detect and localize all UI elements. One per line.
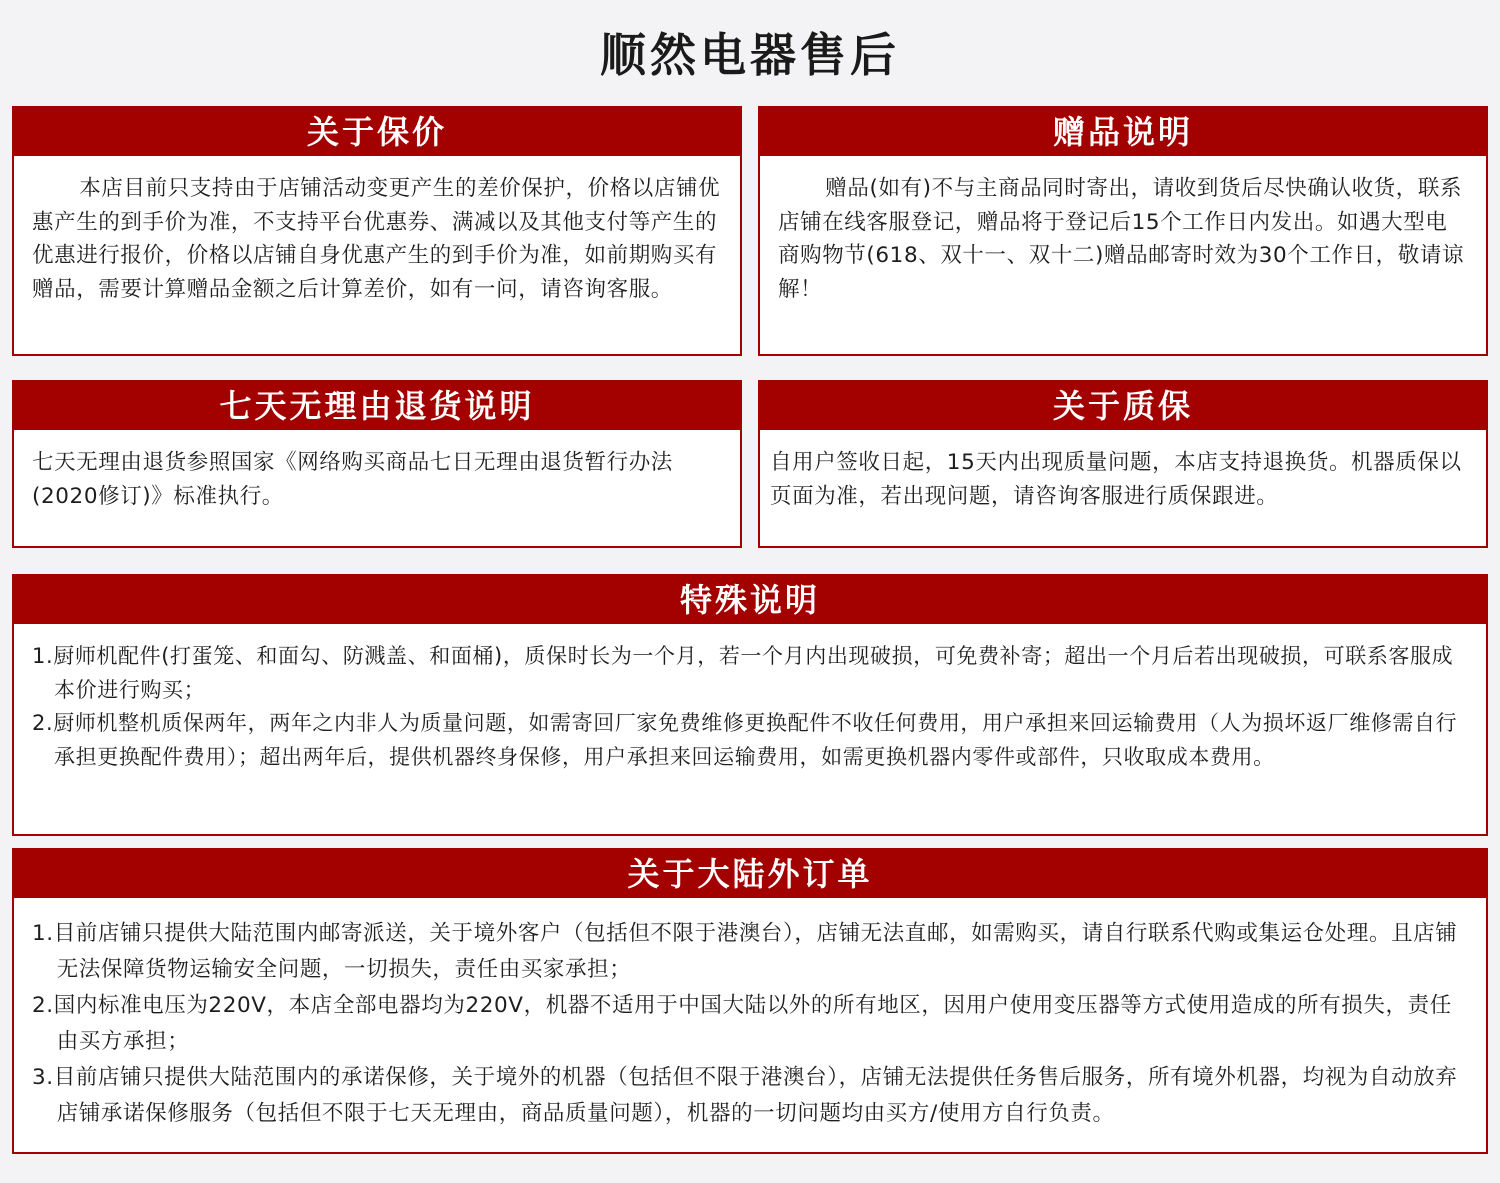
overseas-orders-panel xyxy=(12,848,1488,1154)
warranty-heading: 关于质保 xyxy=(760,382,1486,430)
seven-day-return-body xyxy=(14,430,740,513)
price-protection-panel xyxy=(12,106,742,356)
overseas-orders-item: 1.目前店铺只提供大陆范围内邮寄派送，关于境外客户（包括但不限于港澳台），店铺无法直邮，如需购买，请自行联系代购或集运仓处理。且店铺无法保障货物运输安全问题，一切损失，责任由买家承担； xyxy=(32,921,1458,982)
special-notes-body xyxy=(14,624,1486,774)
price-protection-heading: 关于保价 xyxy=(14,108,740,156)
overseas-orders-item: 3.目前店铺只提供大陆范围内的承诺保修，关于境外的机器（包括但不限于港澳台），店铺无法提供任务售后服务，所有境外机器，均视为自动放弃店铺承诺保修服务（包括但不限于七天无理由，商品质量问题），机器的一切问题均由买方/使用方自行负责。 xyxy=(32,1065,1458,1126)
price-protection-body xyxy=(14,156,740,306)
warranty-text: 自用户签收日起，15天内出现质量问题，本店支持退换货。机器质保以页面为准，若出现问题，请咨询客服进行质保跟进。 xyxy=(770,450,1462,509)
gift-notice-panel xyxy=(758,106,1488,356)
overseas-orders-list xyxy=(32,916,1468,1132)
special-notes-panel xyxy=(12,574,1488,836)
seven-day-return-text: 七天无理由退货参照国家《网络购买商品七日无理由退货暂行办法(2020修订)》标准执行。 xyxy=(32,450,673,509)
price-protection-text: 本店目前只支持由于店铺活动变更产生的差价保护，价格以店铺优惠产生的到手价为准，不支持平台优惠券、满减以及其他支付等产生的优惠进行报价，价格以店铺自身优惠产生的到手价为准，如前期购买有赠品，需要计算赠品金额之后计算差价，如有一问，请咨询客服。 xyxy=(32,176,721,302)
gift-notice-text: 赠品(如有)不与主商品同时寄出，请收到货后尽快确认收货，联系店铺在线客服登记，赠品将于登记后15个工作日内发出。如遇大型电商购物节(618、双十一、双十二)赠品邮寄时效为30个工作日，敬请谅解！ xyxy=(778,176,1465,302)
gift-notice-heading: 赠品说明 xyxy=(760,108,1486,156)
seven-day-return-panel xyxy=(12,380,742,548)
overseas-orders-item: 2.国内标准电压为220V，本店全部电器均为220V，机器不适用于中国大陆以外的所有地区，因用户使用变压器等方式使用造成的所有损失，责任由买方承担； xyxy=(32,993,1452,1054)
special-notes-item: 1.厨师机配件(打蛋笼、和面勾、防溅盖、和面桶)，质保时长为一个月，若一个月内出现破损，可免费补寄；超出一个月后若出现破损，可联系客服成本价进行购买； xyxy=(32,644,1454,702)
overseas-orders-body xyxy=(14,898,1486,1132)
warranty-body xyxy=(760,430,1486,513)
gift-notice-body xyxy=(760,156,1486,306)
special-notes-list xyxy=(32,640,1468,774)
special-notes-heading: 特殊说明 xyxy=(14,576,1486,624)
seven-day-return-heading: 七天无理由退货说明 xyxy=(14,382,740,430)
special-notes-item: 2.厨师机整机质保两年，两年之内非人为质量问题，如需寄回厂家免费维修更换配件不收任何费用，用户承担来回运输费用（人为损坏返厂维修需自行承担更换配件费用）；超出两年后，提供机器终身保修，用户承担来回运输费用，如需更换机器内零件或部件，只收取成本费用。 xyxy=(32,711,1458,769)
overseas-orders-heading: 关于大陆外订单 xyxy=(14,850,1486,898)
page-title: 顺然电器售后 xyxy=(600,28,900,82)
warranty-panel xyxy=(758,380,1488,548)
